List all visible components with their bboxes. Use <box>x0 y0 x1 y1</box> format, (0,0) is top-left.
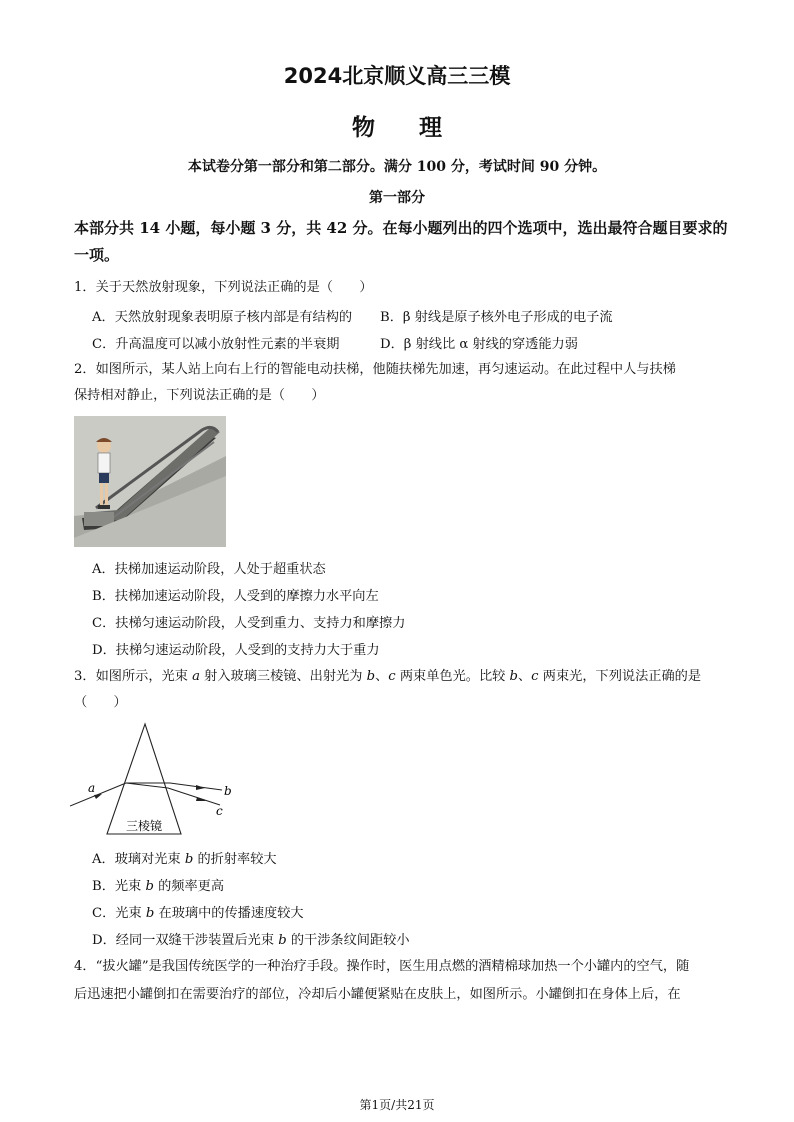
exam-notice: 本试卷分第一部分和第二部分。满分 100 分，考试时间 90 分钟。 <box>187 159 607 175</box>
escalator-figure <box>74 416 226 547</box>
q2-stem-line2: 保持相对静止，下列说法正确的是（ ） <box>74 388 325 403</box>
q3-var-c2: c <box>531 669 539 684</box>
q3-var-a: a <box>192 669 200 684</box>
q3-option-b-post: 的频率更高 <box>153 879 225 894</box>
subject-char-right: 理 <box>419 115 442 141</box>
q3-stem-part3: 两束单色光。比较 <box>395 669 510 684</box>
q3-var-b: b <box>366 669 376 684</box>
q3-option-d <box>92 929 410 948</box>
ray-label-c: c <box>216 804 223 818</box>
q2-option-c: C．扶梯匀速运动阶段，人受到重力、支持力和摩擦力 <box>92 616 406 631</box>
q1-option-c: C．升高温度可以减小放射性元素的半衰期 <box>92 337 340 352</box>
q3-option-b-var: b <box>145 879 154 894</box>
q3-sep2: 、 <box>517 669 532 684</box>
q2-stem-line1: 2．如图所示，某人站上向右上行的智能电动扶梯，他随扶梯先加速，再匀速运动。在此过程中人与扶梯 <box>74 362 676 377</box>
q1-option-d: D．β 射线比 α 射线的穿透能力弱 <box>380 337 578 352</box>
q3-option-b <box>92 875 224 894</box>
prism-figure <box>70 720 250 842</box>
q3-option-a-post: 的折射率较大 <box>193 852 277 867</box>
q3-option-c-pre: C．光束 <box>92 906 146 921</box>
q2-option-d: D．扶梯匀速运动阶段，人受到的支持力大于重力 <box>92 643 380 658</box>
q3-option-c <box>92 902 304 921</box>
q3-option-a-pre: A．玻璃对光束 <box>92 852 185 867</box>
q3-stem-part1: 3．如图所示，光束 <box>74 669 193 684</box>
prism-label: 三棱镜 <box>126 819 163 833</box>
q3-stem-line1 <box>74 667 701 687</box>
q3-option-c-var: b <box>145 906 155 921</box>
q4-line2: 后迅速把小罐倒扣在需要治疗的部位，冷却后小罐便紧贴在皮肤上，如图所示。小罐倒扣在身体上后，在 <box>74 987 681 1002</box>
q3-sep: 、 <box>375 669 389 684</box>
q3-option-b-pre: B．光束 <box>92 879 146 894</box>
q2-option-b: B．扶梯加速运动阶段，人受到的摩擦力水平向左 <box>92 589 379 604</box>
ray-label-a: a <box>88 781 96 795</box>
q2-option-a: A．扶梯加速运动阶段，人处于超重状态 <box>92 562 326 577</box>
q3-stem-part2: 射入玻璃三棱镜、出射光为 <box>199 669 367 684</box>
part-title: 第一部分 <box>369 190 425 206</box>
q3-var-b2: b <box>509 669 518 684</box>
part-instruction: 本部分共 14 小题，每小题 3 分，共 42 分。在每小题列出的四个选项中，选出最符合题目要求的一项。 <box>74 219 728 264</box>
escalator-illustration <box>74 416 226 547</box>
q4-line1: 4．“拔火罐”是我国传统医学的一种治疗手段。操作时，医生用点燃的酒精棉球加热一个小罐内的空气，随 <box>74 959 690 974</box>
subject-char-left: 物 <box>352 115 375 141</box>
q3-option-a-var: b <box>184 852 194 867</box>
q3-option-a <box>92 848 277 867</box>
q3-stem-part4: 两束光，下列说法正确的是 <box>538 669 702 684</box>
q3-option-d-var: b <box>278 933 287 948</box>
q1-option-b: B．β 射线是原子核外电子形成的电子流 <box>380 310 613 325</box>
q1-stem: 1．关于天然放射现象，下列说法正确的是（ ） <box>74 280 373 295</box>
page-footer: 第1页/共21页 <box>359 1098 435 1112</box>
q3-var-c: c <box>388 669 396 684</box>
exam-title: 2024北京顺义高三三模 <box>283 64 511 88</box>
subject-title <box>0 109 794 142</box>
q1-option-a: A．天然放射现象表明原子核内部是有结构的 <box>92 310 353 325</box>
ray-label-b: b <box>224 784 232 798</box>
q3-stem-line2: （ ） <box>74 695 127 710</box>
prism-diagram <box>70 720 250 842</box>
q3-option-d-pre: D．经同一双缝干涉装置后光束 <box>92 933 279 948</box>
q3-option-c-post: 在玻璃中的传播速度较大 <box>154 906 304 921</box>
q3-option-d-post: 的干涉条纹间距较小 <box>286 933 410 948</box>
